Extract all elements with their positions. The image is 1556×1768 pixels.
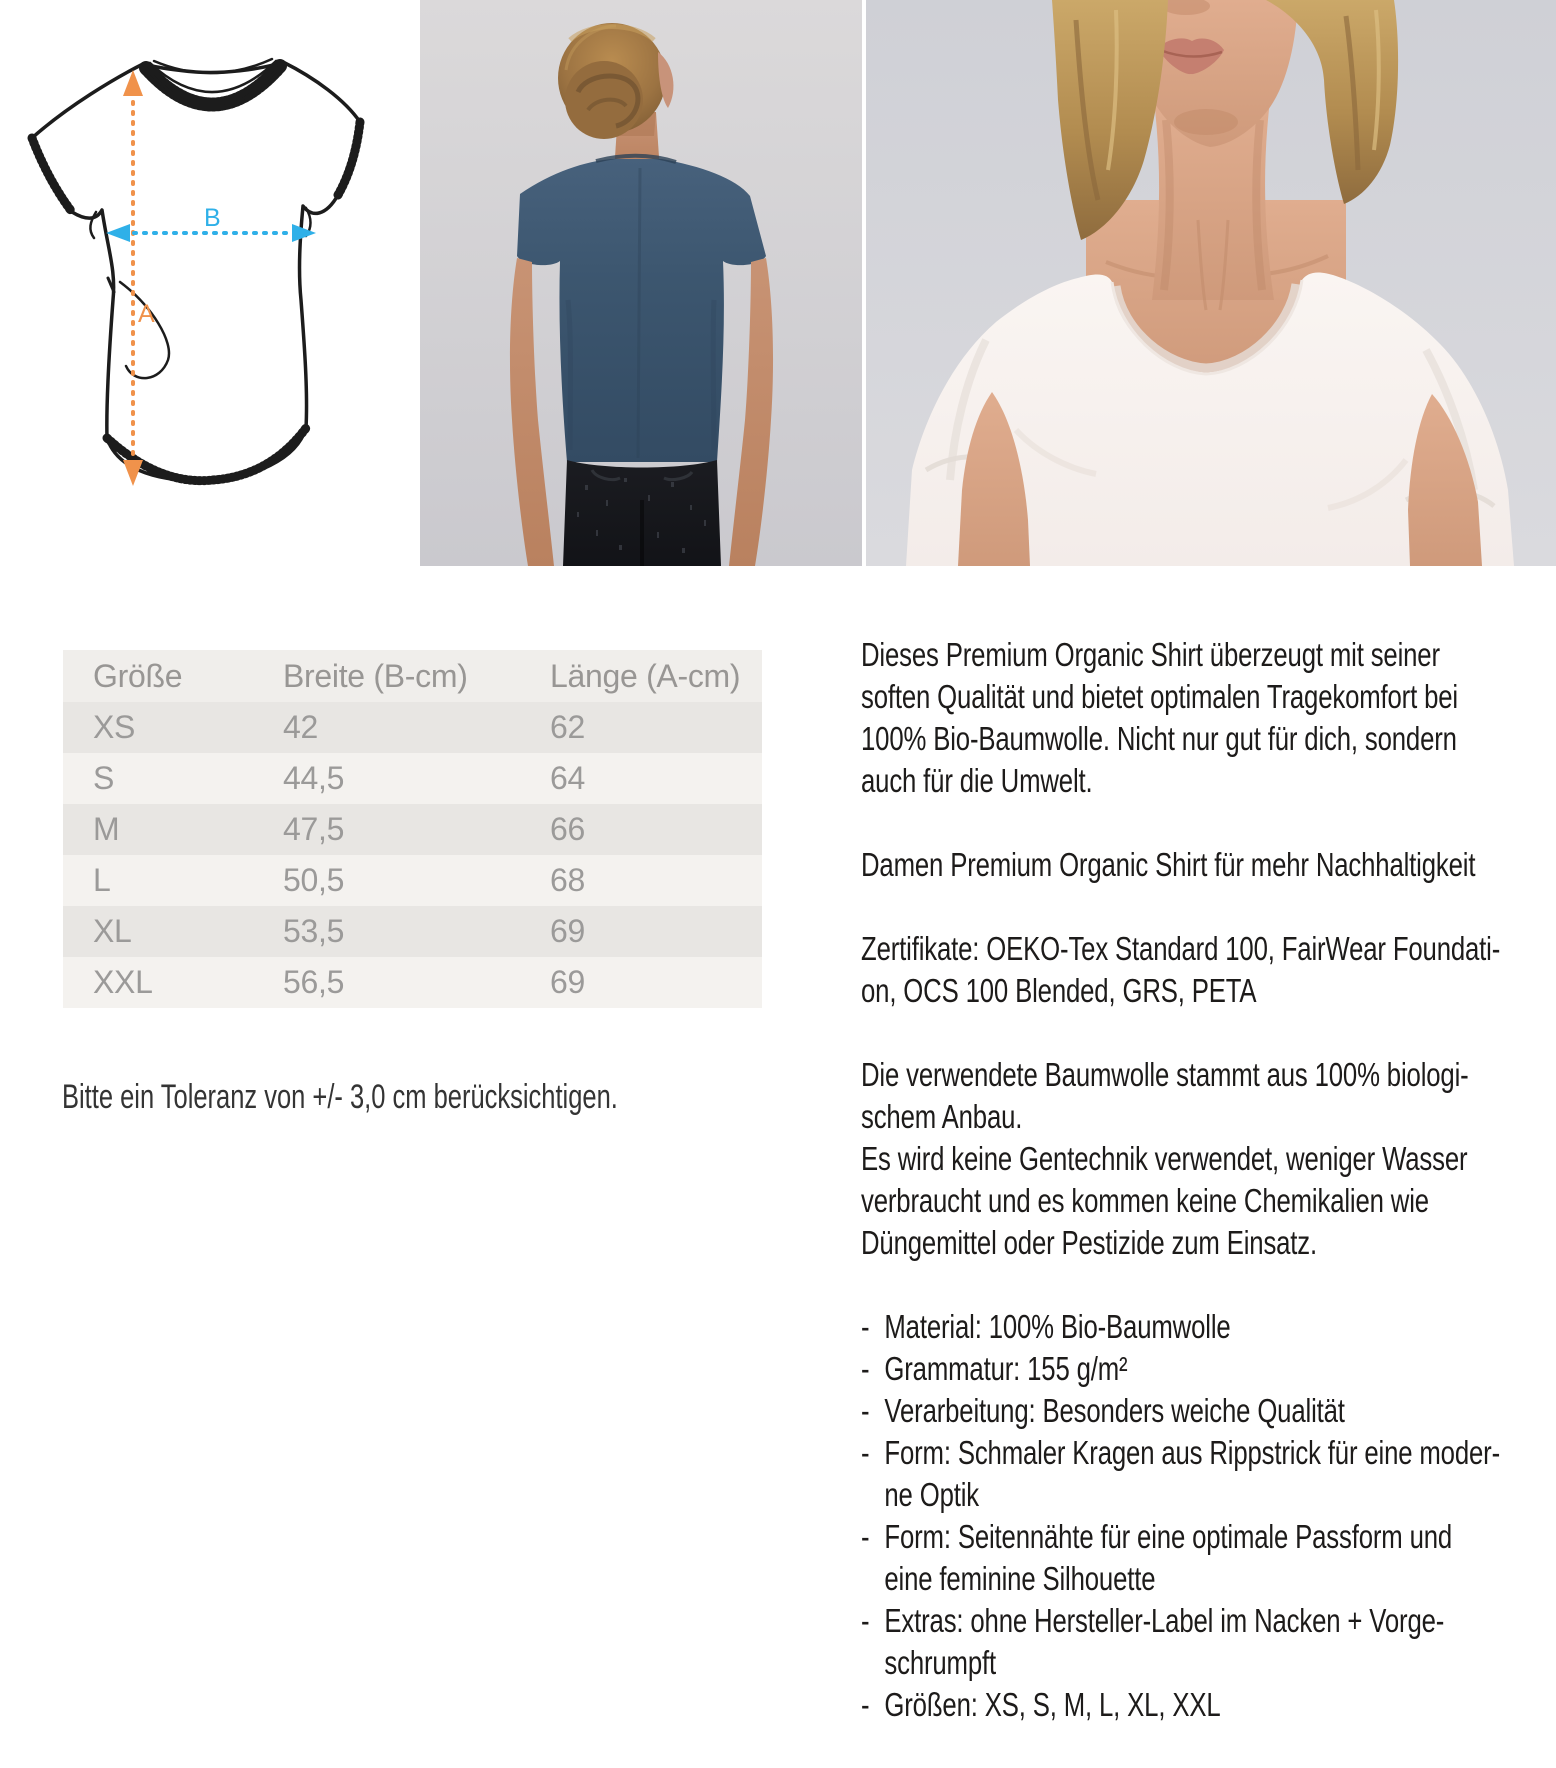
bullet-marker: - <box>861 1392 870 1429</box>
length-cell: 68 <box>550 862 585 898</box>
bullet-item-groessen <box>861 1684 1556 1726</box>
bullet-line: Extras: ohne Hersteller-Label im Nacken + Vorge- <box>884 1602 1445 1639</box>
bullet-item-form-kragen <box>861 1432 1556 1516</box>
table-row <box>63 855 762 906</box>
description-line: Dieses Premium Organic Shirt überzeugt mit seiner <box>861 636 1440 673</box>
tshirt-diagram-svg <box>0 30 380 510</box>
size-cell: XS <box>93 709 136 745</box>
table-row <box>63 702 762 753</box>
length-cell: 66 <box>550 811 585 847</box>
bullet-item-material <box>861 1306 1556 1348</box>
table-row <box>63 753 762 804</box>
photo-back-view-svg <box>420 0 862 566</box>
length-cell: 69 <box>550 913 585 949</box>
table-row <box>63 906 762 957</box>
bullet-line: eine feminine Silhouette <box>884 1560 1156 1597</box>
width-cell: 44,5 <box>283 760 345 796</box>
photo-front-view-svg <box>866 0 1556 566</box>
tolerance-note: Bitte ein Toleranz von +/- 3,0 cm berücksichtigen. <box>62 1078 618 1116</box>
product-description <box>861 634 1556 1726</box>
description-line: on, OCS 100 Blended, GRS, PETA <box>861 972 1257 1009</box>
description-line: Zertifikate: OEKO-Tex Standard 100, FairWear Foundati- <box>861 930 1501 967</box>
bullet-marker: - <box>861 1350 870 1387</box>
bullet-marker: - <box>861 1686 870 1723</box>
description-line: 100% Bio-Baumwolle. Nicht nur gut für dich, sondern <box>861 720 1457 757</box>
bullet-line: schrumpft <box>884 1644 997 1681</box>
size-cell: S <box>93 760 115 796</box>
length-cell: 69 <box>550 964 585 1000</box>
width-cell: 56,5 <box>283 964 345 1000</box>
size-table-header <box>63 650 762 702</box>
length-cell: 64 <box>550 760 585 796</box>
col-header-laenge: Länge (A-cm) <box>550 657 741 694</box>
description-line: Damen Premium Organic Shirt für mehr Nachhaltigkeit <box>861 846 1476 883</box>
width-cell: 47,5 <box>283 811 345 847</box>
bullet-line: Größen: XS, S, M, L, XL, XXL <box>884 1686 1221 1723</box>
description-paragraph-certificates <box>861 928 1556 1012</box>
size-table <box>63 650 762 1008</box>
description-line: auch für die Umwelt. <box>861 762 1093 799</box>
measure-a-label: A <box>138 300 155 328</box>
bullet-line: Material: 100% Bio-Baumwolle <box>884 1308 1231 1345</box>
description-line: schem Anbau. <box>861 1098 1023 1135</box>
description-line: Es wird keine Gentechnik verwendet, weniger Wasser <box>861 1140 1468 1177</box>
bullet-marker: - <box>861 1434 870 1471</box>
description-line: Düngemittel oder Pestizide zum Einsatz. <box>861 1224 1318 1261</box>
size-cell: L <box>93 862 111 898</box>
tshirt-outline <box>32 59 360 481</box>
bullet-item-verarbeitung <box>861 1390 1556 1432</box>
width-cell: 53,5 <box>283 913 345 949</box>
description-line: soften Qualität und bietet optimalen Tragekomfort bei <box>861 678 1458 715</box>
bullet-marker: - <box>861 1602 870 1639</box>
size-cell: XXL <box>93 964 153 1000</box>
description-line: verbraucht und es kommen keine Chemikalien wie <box>861 1182 1429 1219</box>
col-header-groesse: Größe <box>93 657 183 694</box>
bullet-item-form-seitennaehte <box>861 1516 1556 1600</box>
bullet-marker: - <box>861 1518 870 1555</box>
description-paragraph-sustainability <box>861 844 1556 886</box>
description-paragraph-cotton <box>861 1054 1556 1264</box>
bullet-line: Form: Schmaler Kragen aus Rippstrick für eine moder- <box>884 1434 1501 1471</box>
description-bullet-list <box>861 1306 1556 1726</box>
width-cell: 50,5 <box>283 862 345 898</box>
bullet-item-extras <box>861 1600 1556 1684</box>
bullet-line: ne Optik <box>884 1476 980 1513</box>
bullet-line: Form: Seitennähte für eine optimale Passform und <box>884 1518 1453 1555</box>
bullet-marker: - <box>861 1308 870 1345</box>
bullet-line: Grammatur: 155 g/m² <box>884 1350 1128 1387</box>
col-header-breite: Breite (B-cm) <box>283 657 468 694</box>
table-row <box>63 957 762 1008</box>
bullet-item-grammatur <box>861 1348 1556 1390</box>
size-cell: M <box>93 811 120 847</box>
chin-shadow <box>1174 109 1238 135</box>
bullet-line: Verarbeitung: Besonders weiche Qualität <box>884 1392 1345 1429</box>
table-row <box>63 804 762 855</box>
description-line: Die verwendete Baumwolle stammt aus 100% biologi- <box>861 1056 1469 1093</box>
description-paragraph-intro <box>861 634 1556 802</box>
measure-b-label: B <box>204 204 221 232</box>
photo-front-view <box>866 0 1556 566</box>
tshirt-measurement-diagram <box>0 30 380 510</box>
photo-back-view <box>420 0 862 566</box>
width-cell: 42 <box>283 709 318 745</box>
length-cell: 62 <box>550 709 585 745</box>
size-cell: XL <box>93 913 132 949</box>
